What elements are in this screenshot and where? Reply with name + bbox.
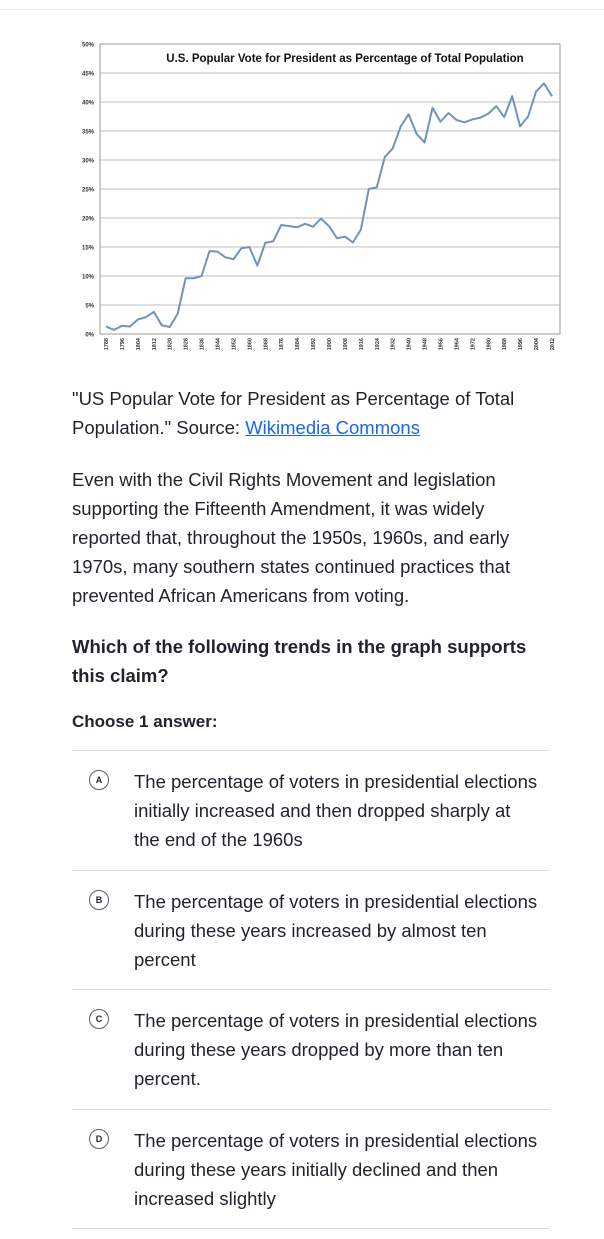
caption-text: "US Popular Vote for President as Percentage of Total Population." Source:: [72, 388, 515, 438]
x-tick-label: 2004: [534, 338, 541, 351]
x-tick-label: 1980: [486, 338, 493, 351]
y-tick-label: 45%: [81, 71, 94, 78]
y-tick-label: 15%: [81, 245, 94, 252]
x-tick-label: 1964: [454, 338, 461, 351]
x-tick-label: 1932: [390, 338, 397, 351]
x-tick-label: 1940: [406, 338, 413, 351]
x-tick-label: 1876: [279, 338, 286, 351]
x-tick-label: 1956: [438, 338, 445, 351]
choice-c-text: The percentage of voters in presidential elections during these years dropped by more than ten percent.: [134, 1010, 538, 1089]
x-tick-label: 1892: [311, 338, 318, 351]
answer-choices: [72, 750, 550, 1229]
y-tick-label: 35%: [81, 129, 94, 136]
y-tick-label: 5%: [85, 303, 94, 310]
x-tick-label: 2012: [550, 338, 556, 351]
x-tick-label: 1844: [215, 338, 222, 351]
x-tick-label: 1836: [199, 338, 206, 351]
vote-chart: [72, 32, 565, 362]
passage-text: Even with the Civil Rights Movement and legislation supporting the Fifteenth Amendment, it was widely reported that, throughout the 1950s, 1960s, and early 1970s, many southern states continued practices that prevented African Americans from voting.: [72, 469, 511, 606]
chart-title: U.S. Popular Vote for President as Percentage of Total Population: [166, 53, 524, 65]
choice-a-text: The percentage of voters in presidential elections initially increased and then dropped sharply at the end of the 1960s: [134, 771, 538, 850]
choice-b[interactable]: [72, 870, 550, 990]
x-tick-label: 1924: [374, 338, 381, 351]
x-tick-label: 1828: [183, 338, 190, 351]
x-tick-label: 1796: [119, 338, 126, 351]
choice-b-text: The percentage of voters in presidential elections during these years increased by almost ten percent: [134, 890, 538, 970]
choice-b-radio[interactable]: B: [89, 890, 109, 910]
choice-c[interactable]: [72, 989, 550, 1109]
x-tick-label: 1916: [358, 338, 365, 351]
x-tick-label: 1996: [518, 338, 525, 351]
choice-a[interactable]: [72, 750, 550, 870]
x-tick-label: 1804: [135, 338, 142, 351]
top-divider: [0, 9, 604, 10]
choice-d[interactable]: [72, 1109, 550, 1230]
y-tick-label: 10%: [81, 274, 94, 281]
x-tick-label: 1948: [422, 338, 429, 351]
x-tick-label: 1988: [502, 338, 509, 351]
y-tick-label: 40%: [81, 100, 94, 107]
chart-caption: [72, 384, 552, 442]
question-text: Which of the following trends in the graph supports this claim?: [72, 636, 527, 686]
x-tick-label: 1908: [342, 338, 349, 351]
y-tick-label: 30%: [81, 158, 94, 165]
x-tick-label: 1884: [295, 338, 302, 351]
x-tick-label: 1820: [167, 338, 174, 351]
x-tick-label: 1900: [327, 338, 333, 351]
x-tick-label: 1868: [263, 338, 270, 351]
choose-label: Choose 1 answer:: [72, 712, 218, 731]
y-tick-label: 25%: [81, 187, 94, 194]
choice-d-text: The percentage of voters in presidential elections during these years initially declined and then increased slightly: [134, 1129, 538, 1209]
y-tick-label: 0%: [85, 332, 94, 339]
choice-c-radio[interactable]: C: [89, 1009, 109, 1029]
x-tick-label: 1812: [151, 338, 158, 351]
y-tick-label: 50%: [81, 42, 94, 49]
x-tick-label: 1860: [247, 338, 254, 351]
choice-a-radio[interactable]: A: [89, 770, 109, 790]
x-tick-label: 1852: [231, 338, 238, 351]
x-tick-label: 1972: [470, 338, 477, 351]
choice-d-radio[interactable]: D: [89, 1129, 109, 1149]
chart-svg: [72, 32, 565, 362]
source-link[interactable]: Wikimedia Commons: [245, 417, 420, 438]
x-tick-label: 1788: [104, 338, 110, 351]
y-tick-label: 20%: [81, 216, 94, 223]
